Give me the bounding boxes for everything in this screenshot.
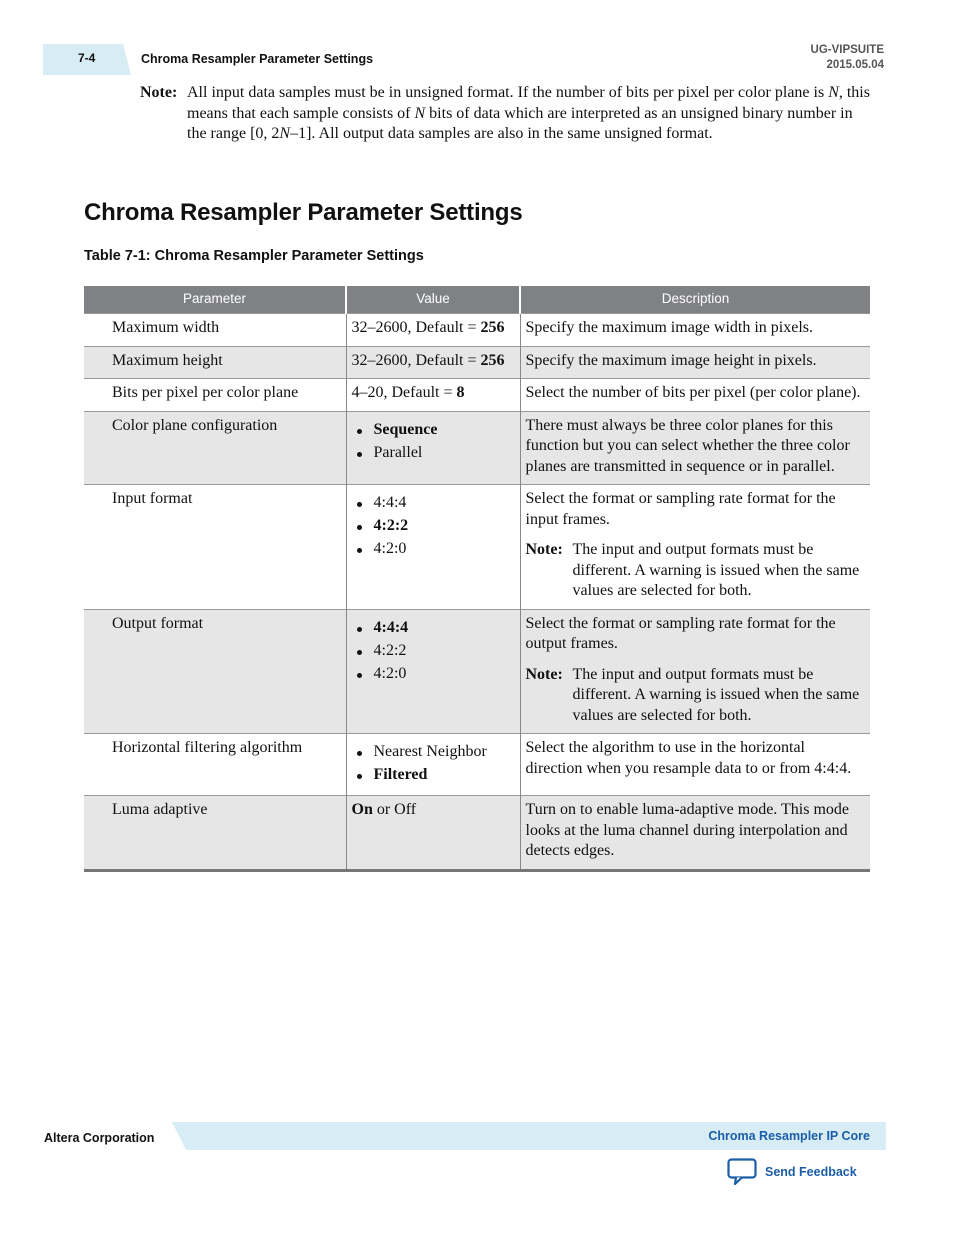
- param-cell: Maximum height: [84, 346, 346, 379]
- option-item: Sequence: [374, 420, 512, 441]
- send-feedback-label: Send Feedback: [765, 1165, 857, 1179]
- desc-cell: [520, 485, 870, 610]
- param-cell: Luma adaptive: [84, 796, 346, 871]
- value-cell: 32–2600, Default = 256: [346, 346, 520, 379]
- product-link[interactable]: Chroma Resampler IP Core: [708, 1129, 870, 1143]
- desc-cell: Specify the maximum image width in pixels.: [520, 314, 870, 347]
- table-row: [84, 796, 870, 871]
- intro-note: [140, 83, 870, 145]
- option-list: [352, 742, 512, 786]
- value-cell: On or Off: [346, 796, 520, 871]
- company-name: Altera Corporation: [44, 1131, 155, 1145]
- cell-note-label: Note:: [525, 541, 563, 558]
- value-cell: 4–20, Default = 8: [346, 379, 520, 412]
- table-caption: Table 7-1: Chroma Resampler Parameter Settings: [84, 248, 424, 264]
- table-row: [84, 411, 870, 485]
- option-item: 4:2:0: [374, 664, 512, 685]
- param-cell: Bits per pixel per color plane: [84, 379, 346, 412]
- value-cell: 32–2600, Default = 256: [346, 314, 520, 347]
- doc-date: 2015.05.04: [826, 59, 884, 71]
- table-row: [84, 346, 870, 379]
- parameter-table: [84, 286, 870, 872]
- option-list: [352, 618, 512, 685]
- cell-note: [526, 540, 863, 602]
- value-cell: [346, 485, 520, 610]
- table-header-row: [84, 286, 870, 314]
- param-cell: Maximum width: [84, 314, 346, 347]
- cell-note-text: The input and output formats must be different. A warning is issued when the same values are selected for both.: [572, 541, 860, 599]
- value-cell: [346, 411, 520, 485]
- cell-note: [526, 665, 863, 727]
- doc-meta: [811, 43, 884, 73]
- option-item: 4:2:2: [374, 641, 512, 662]
- table-row: [84, 379, 870, 412]
- desc-cell: [520, 609, 870, 734]
- option-item: Nearest Neighbor: [374, 742, 512, 763]
- cell-note-text: The input and output formats must be different. A warning is issued when the same values are selected for both.: [572, 665, 860, 724]
- cell-note-label: Note:: [525, 665, 563, 683]
- value-cell: [346, 734, 520, 796]
- option-item: 4:4:4: [374, 493, 512, 514]
- speech-bubble-icon: [727, 1158, 757, 1186]
- value-cell: [346, 609, 520, 734]
- note-label: Note:: [140, 84, 178, 101]
- option-item: 4:2:0: [374, 539, 512, 560]
- header-description: Description: [520, 286, 870, 314]
- header-parameter: Parameter: [84, 286, 346, 314]
- table-row: [84, 609, 870, 734]
- section-heading: Chroma Resampler Parameter Settings: [84, 199, 523, 226]
- desc-cell: Specify the maximum image height in pixels.: [520, 346, 870, 379]
- option-item: 4:2:2: [374, 516, 512, 537]
- running-header: Chroma Resampler Parameter Settings: [141, 52, 374, 66]
- option-list: [352, 420, 512, 464]
- note-text: All input data samples must be in unsigned format. If the number of bits per pixel per color plane is N, this means that each sample consists of N bits of data which are interpreted as an unsigned binary number in the range [0, 2N–1]. All output data samples are also in the same unsigned format.: [187, 84, 870, 142]
- doc-id: UG-VIPSUITE: [810, 44, 884, 56]
- table-row: [84, 485, 870, 610]
- desc-cell: Select the number of bits per pixel (per color plane).: [520, 379, 870, 412]
- option-item: Filtered: [374, 765, 512, 786]
- option-list: [352, 493, 512, 560]
- param-cell: Horizontal filtering algorithm: [84, 734, 346, 796]
- desc-cell: Select the algorithm to use in the horizontal direction when you resample data to or from 4:4:4.: [520, 734, 870, 796]
- header-value: Value: [346, 286, 520, 314]
- desc-text: Select the format or sampling rate format for the output frames.: [525, 614, 836, 652]
- desc-cell: There must always be three color planes for this function but you can select whether the three color planes are transmitted in sequence or in parallel.: [520, 411, 870, 485]
- table-row: [84, 314, 870, 347]
- param-cell: Color plane configuration: [84, 411, 346, 485]
- desc-text: Select the format or sampling rate format for the input frames.: [525, 490, 836, 528]
- chapter-number: 7-4: [78, 51, 96, 65]
- send-feedback-link[interactable]: [727, 1158, 857, 1186]
- desc-cell: Turn on to enable luma-adaptive mode. This mode looks at the luma channel during interpolation and detects edges.: [520, 796, 870, 871]
- param-cell: Output format: [84, 609, 346, 734]
- option-item: 4:4:4: [374, 618, 512, 639]
- option-item: Parallel: [374, 443, 512, 464]
- table-row: [84, 734, 870, 796]
- param-cell: Input format: [84, 485, 346, 610]
